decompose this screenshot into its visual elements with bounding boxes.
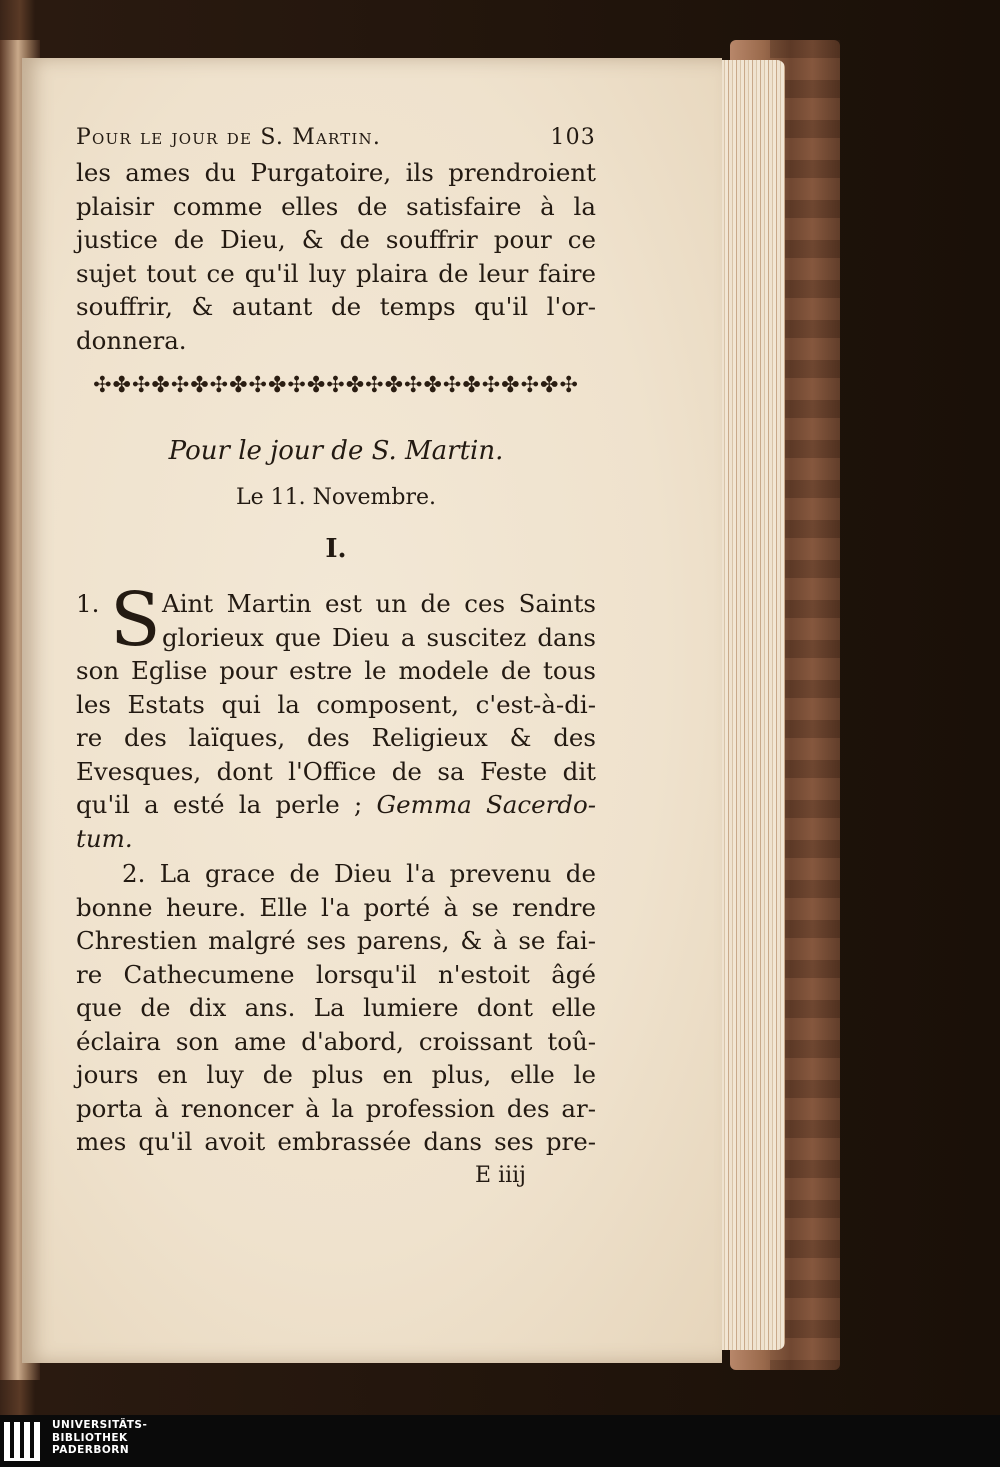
text-line: les ames du Purgatoire, ils prendroient (76, 158, 596, 187)
drop-capital: S (110, 577, 161, 663)
text-line: plaisir comme elles de satisfaire à la (76, 191, 596, 221)
text-line: souffrir, & autant de temps qu'il l'or- (76, 292, 596, 321)
section-title: Pour le jour de S. Martin. (168, 436, 504, 466)
paragraph-2 (76, 857, 596, 1159)
text-line: sujet tout ce qu'il luy plaira de leur faire (76, 258, 596, 288)
date-line: Le 11. Novembre. (235, 485, 437, 510)
text-line: re Cathecumene lorsqu'il n'estoit âgé (76, 959, 596, 989)
library-logo-icon (2, 1418, 46, 1464)
paragraph-number: 1. (76, 589, 100, 618)
text-segment: qu'il a esté la perle ; (76, 790, 363, 819)
text-line: éclaira son ame d'abord, croissant toû- (76, 1026, 596, 1056)
text-line: jours en luy de plus en plus, elle le (76, 1060, 596, 1089)
running-head-title: Pour le jour de S. Martin. (76, 125, 382, 150)
text-line: re des laïques, des Religieux & des (76, 723, 596, 752)
continued-paragraph (76, 156, 596, 357)
paragraph-1 (76, 577, 597, 855)
library-name-line: BIBLIOTHEK (52, 1431, 128, 1444)
text-line: justice de Dieu, & de souffrir pour ce (76, 225, 596, 254)
footer-bar (0, 1415, 1000, 1467)
text-line: son Eglise pour estre le modele de tous (76, 656, 596, 685)
latin-quote: Gemma Sacerdo- (376, 790, 597, 819)
page-number: 103 (550, 125, 596, 150)
text-line: les Estats qui la composent, c'est-à-di- (76, 689, 596, 719)
text-line: que de dix ans. La lumiere dont elle (76, 993, 596, 1022)
text-line: glorieux que Dieu a suscitez dans (162, 622, 596, 652)
text-line: 2. La grace de Dieu l'a prevenu de (122, 859, 596, 888)
latin-quote-end: tum. (76, 823, 133, 853)
text-line: porta à renoncer à la profession des ar- (76, 1093, 596, 1123)
text-line: mes qu'il avoit embrassée dans ses pre- (76, 1127, 596, 1156)
library-name (52, 1419, 147, 1457)
ornament-divider: ✣✤✣✤✣✤✣✤✣✤✣✤✣✤✣✤✣✤✣✤✣✤✣✤✣ (93, 373, 579, 398)
signature-mark: E iiij (475, 1162, 526, 1188)
library-name-line: PADERBORN (52, 1444, 130, 1456)
running-head (76, 120, 596, 156)
library-name-line: UNIVERSITÄTS- (52, 1419, 148, 1431)
page-text (76, 120, 596, 1193)
text-line: Aint Martin est un de ces Saints (162, 589, 596, 618)
section-numeral: I. (325, 534, 347, 564)
text-line: Chrestien malgré ses parens, & à se fai- (76, 926, 596, 955)
text-line: bonne heure. Elle l'a porté à se rendre (76, 892, 596, 922)
text-line: donnera. (76, 325, 187, 355)
text-line: Evesques, dont l'Office de sa Feste dit (76, 756, 596, 786)
text-line (76, 788, 596, 822)
